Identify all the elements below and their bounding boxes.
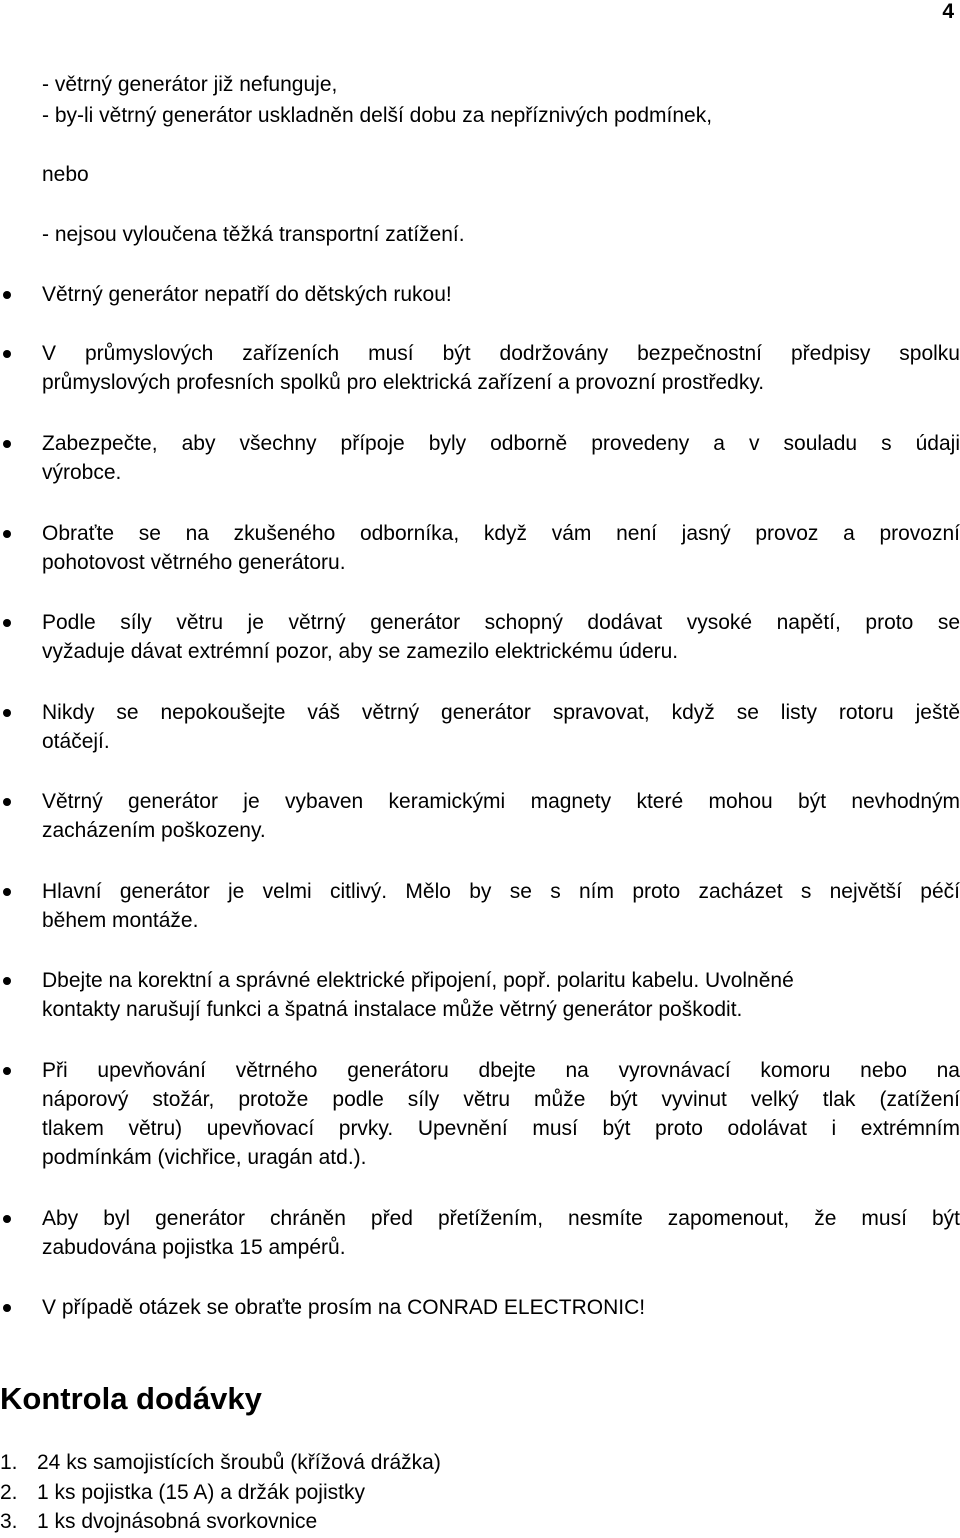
bullet-text (42, 877, 960, 935)
bullet-text-line: výrobce. (42, 461, 122, 484)
bullet-text (42, 698, 960, 756)
intro-line-4: - nejsou vyloučena těžká transportní zatížení. (42, 223, 465, 246)
bullet-text-line: Obraťte se na zkušeného odborníka, když vám není jasný provoz a provozní (42, 522, 960, 545)
list-item-number: 2. (0, 1481, 18, 1504)
bullet-dot-icon (3, 530, 11, 538)
delivery-list-item (0, 1478, 365, 1507)
bullet-dot-icon (3, 440, 11, 448)
bullet-text-line: zacházením poškozeny. (42, 819, 266, 842)
bullet-text-line: průmyslových profesních spolků pro elektrická zařízení a provozní prostředky. (42, 371, 765, 394)
bullet-dot-icon (3, 798, 11, 806)
bullet-text-line: během montáže. (42, 909, 199, 932)
bullet-text-line: Větrný generátor nepatří do dětských rukou! (42, 283, 452, 306)
bullet-text-line: Aby byl generátor chráněn před přetížením, nesmíte zapomenout, že musí být (42, 1207, 960, 1230)
bullet-text-line: kontakty narušují funkci a špatná instalace může větrný generátor poškodit. (42, 998, 743, 1021)
bullet-dot-icon (3, 977, 11, 985)
bullet-text (42, 1204, 960, 1262)
intro-line-1: - větrný generátor již nefunguje, (42, 73, 338, 96)
bullet-text (42, 966, 960, 1024)
bullet-text-line: podmínkám (vichřice, uragán atd.). (42, 1146, 367, 1169)
bullet-text-line: otáčejí. (42, 730, 110, 753)
bullet-dot-icon (3, 619, 11, 627)
bullet-text-line: tlakem větru) upevňovací prvky. Upevnění musí být proto odolávat i extrémním (42, 1117, 960, 1140)
bullet-text-line: Zabezpečte, aby všechny přípoje byly odborně provedeny a v souladu s údaji (42, 432, 960, 455)
intro-line-3: nebo (42, 163, 89, 186)
bullet-text (42, 1293, 960, 1322)
bullet-text-line: zabudována pojistka 15 ampérů. (42, 1236, 346, 1259)
bullet-text-line: náporový stožár, protože podle síly větru může být vyvinut velký tlak (zatížení (42, 1088, 960, 1111)
page-number: 4 (942, 0, 954, 23)
delivery-list-item (0, 1448, 441, 1477)
list-item-number: 1. (0, 1451, 18, 1474)
bullet-dot-icon (3, 1215, 11, 1223)
bullet-dot-icon (3, 1304, 11, 1312)
section-heading: Kontrola dodávky (0, 1381, 262, 1416)
bullet-text (42, 280, 960, 309)
bullet-text (42, 429, 960, 487)
bullet-text-line: Dbejte na korektní a správné elektrické připojení, popř. polaritu kabelu. Uvolněné (42, 969, 794, 992)
bullet-text (42, 787, 960, 845)
bullet-text (42, 1056, 960, 1172)
bullet-dot-icon (3, 888, 11, 896)
bullet-text-line: Nikdy se nepokoušejte váš větrný generátor spravovat, když se listy rotoru ještě (42, 701, 960, 724)
bullet-dot-icon (3, 291, 11, 299)
bullet-text-line: Větrný generátor je vybaven keramickými magnety které mohou být nevhodným (42, 790, 960, 813)
bullet-text (42, 339, 960, 397)
intro-line-2: - by-li větrný generátor uskladněn delší dobu za nepříznivých podmínek, (42, 104, 713, 127)
bullet-text-line: Podle síly větru je větrný generátor schopný dodávat vysoké napětí, proto se (42, 611, 960, 634)
bullet-text-line: pohotovost větrného generátoru. (42, 551, 346, 574)
bullet-dot-icon (3, 709, 11, 717)
delivery-list-item (0, 1507, 317, 1536)
list-item-text: 1 ks dvojnásobná svorkovnice (37, 1510, 318, 1533)
bullet-text-line: Při upevňování větrného generátoru dbejte na vyrovnávací komoru nebo na (42, 1059, 960, 1082)
list-item-number: 3. (0, 1510, 18, 1533)
bullet-dot-icon (3, 350, 11, 358)
list-item-text: 24 ks samojistících šroubů (křížová drážka) (37, 1451, 441, 1474)
bullet-text (42, 519, 960, 577)
bullet-text-line: V průmyslových zařízeních musí být dodržovány bezpečnostní předpisy spolku (42, 342, 960, 365)
bullet-text-line: Hlavní generátor je velmi citlivý. Mělo by se s ním proto zacházet s největší péčí (42, 880, 960, 903)
list-item-text: 1 ks pojistka (15 A) a držák pojistky (37, 1481, 365, 1504)
bullet-text-line: vyžaduje dávat extrémní pozor, aby se zamezilo elektrickému úderu. (42, 640, 679, 663)
bullet-text-line: V případě otázek se obraťte prosím na CONRAD ELECTRONIC! (42, 1296, 646, 1319)
bullet-dot-icon (3, 1067, 11, 1075)
bullet-text (42, 608, 960, 666)
